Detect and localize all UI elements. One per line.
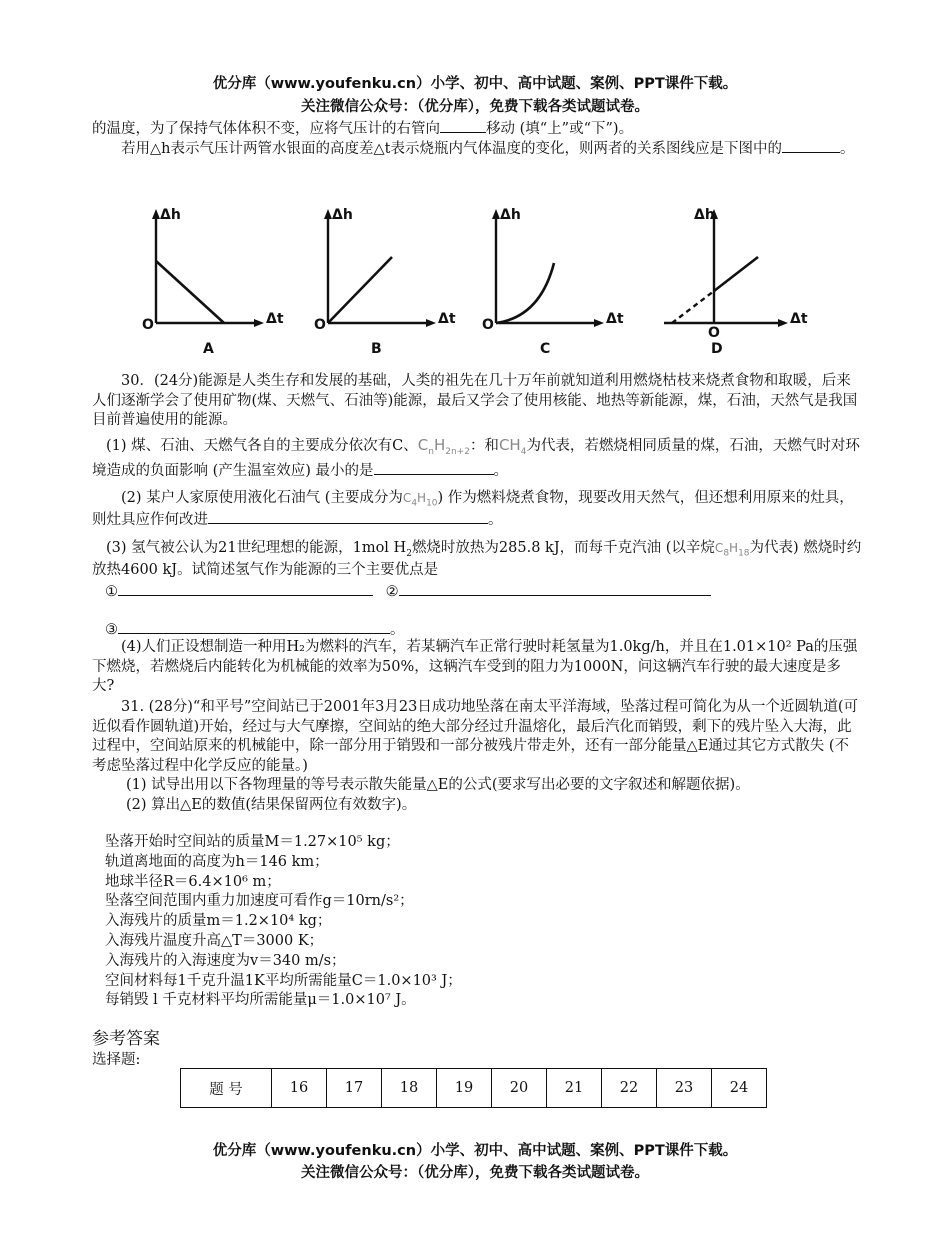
graph-c — [480, 205, 624, 339]
graph-c-origin: O — [482, 317, 494, 333]
graph-a-label: A — [203, 341, 214, 357]
q30-blank-2 — [208, 509, 488, 524]
graph-a-origin: O — [142, 317, 154, 333]
q29-line-2 — [92, 138, 862, 160]
q30-answer-line-1 — [105, 581, 875, 603]
q30-p2-text-a: (2) 某户人家原使用液化石油气 (主要成分为 — [121, 490, 403, 506]
graph-b-svg — [312, 205, 452, 335]
footer-line-2: 关注微信公众号：（优分库），免费下载各类试题试卷。 — [301, 1165, 649, 1181]
header-line-2: 关注微信公众号：（优分库），免费下载各类试题试卷。 — [301, 99, 649, 115]
q29-end: 。 — [839, 141, 855, 157]
formula-cnh2n2: $C_nH_{2n+2}$ — [417, 436, 470, 457]
answers-subtitle: 选择题: — [92, 1052, 141, 1068]
graph-d — [664, 205, 808, 341]
answer-table — [180, 1068, 767, 1108]
graph-d-y-label: Δh — [694, 207, 715, 223]
q30-p1-text-a: (1) 煤、石油、天燃气各自的主要成分依次有C、 — [106, 438, 418, 454]
q29-text-b: 移动 (填“上”或“下”)。 — [486, 121, 634, 137]
q30-circle-2: ② — [385, 584, 399, 600]
q30-circle-end: 。 — [390, 622, 405, 638]
graph-a-svg — [140, 205, 280, 335]
answer-number: 19 — [437, 1069, 492, 1108]
q30-intro: 30．(24分)能源是人类生存和发展的基础，人类的祖先在几十万年前就知道利用燃烧枯枝来烧煮食物和取暖，后来人们逐渐学会了使用矿物(煤、天燃气、石油等)能源，最后又学会了使用核能、地热等新能源，煤，石油，天然气是我国目前普遍使用的能源。 — [92, 373, 858, 428]
answer-number: 23 — [657, 1069, 712, 1108]
q30-blank-a — [118, 581, 373, 596]
data-item-fragment-mass: 入海残片的质量m＝1.2×10⁴ kg； — [105, 913, 332, 930]
data-item-heat-capacity: 空间材料每1千克升温1K平均所需能量C＝1.0×10³ J； — [105, 972, 462, 989]
data-item-gravity: 坠落空间范围内重力加速度可看作g＝10rn/s²； — [105, 893, 414, 910]
data-item-height: 轨道离地面的高度为h＝146 km； — [105, 853, 329, 870]
answer-number: 22 — [602, 1069, 657, 1108]
graph-b-x-label: Δt — [438, 311, 456, 327]
q30-p1-end: 。 — [493, 463, 509, 479]
q31-data-list — [105, 833, 462, 1011]
formula-ch4: $CH_4$ — [498, 436, 527, 457]
formula-c8h18: $C_8H_{18}$ — [714, 541, 750, 559]
q30-circle-1: ① — [105, 584, 118, 600]
graph-a-x-label: Δt — [266, 311, 284, 327]
q29-text-a: 的温度，为了保持气体体积不变，应将气压计的右管向 — [92, 121, 440, 137]
q30-part-1 — [92, 433, 862, 484]
answer-number: 20 — [492, 1069, 547, 1108]
q30-part-3: (3) 氢气被公认为21世纪理想的能源，1mol $H_2$燃烧时放热为285.8 kJ，而每千克汽油 (以辛烷$C_8H_{18}$为代表) 燃烧时约放热4600 kJ。试简述氢气作为能源的三个主要优点是 — [92, 540, 862, 578]
answers-title: 参考答案 — [92, 1029, 160, 1049]
q30-p3-text-c: 为代表) 燃烧时约放热4600 kJ。试简述氢气作为能源的三个主要优点是 — [92, 540, 862, 578]
graph-a — [140, 205, 284, 339]
footer-line-1: 优分库（www.youfenku.cn）小学、初中、高中试题、案例、PPT课件下载。 — [212, 1143, 738, 1159]
q30-blank-c — [118, 619, 390, 634]
q29-blank-2 — [782, 138, 840, 153]
q30-circle-3: ③ — [105, 622, 118, 638]
formula-c4h10: $C_4H_{10}$ — [402, 491, 438, 509]
answer-table-header-row — [181, 1069, 767, 1108]
graph-a-y-label: Δh — [160, 207, 181, 223]
graph-b-y-label: Δh — [332, 207, 353, 223]
q29-blank-1 — [440, 118, 486, 133]
graph-b — [312, 205, 456, 339]
graph-d-label: D — [711, 341, 723, 357]
answer-number: 18 — [382, 1069, 437, 1108]
graph-c-svg — [480, 205, 620, 335]
data-item-destroy-energy: 每销毁 l 千克材料平均所需能量μ＝1.0×10⁷ J。 — [105, 992, 416, 1009]
q29-question: 若用△h表示气压计两管水银面的高度差△t表示烧瓶内气体温度的变化，则两者的关系图线应是下图中的 — [121, 141, 782, 157]
graph-b-label: B — [371, 341, 382, 357]
q30-p3-text-a: (3) 氢气被公认为21世纪理想的能源，1mol H — [106, 540, 407, 556]
q30-blank-b — [399, 581, 711, 596]
answer-number: 21 — [547, 1069, 602, 1108]
q31-intro: 31. (28分)“和平号”空间站已于2001年3月23日成功地坠落在南太平洋海域，坠落过程可简化为从一个近圆轨道(可近似看作圆轨道)开始，经过与大气摩擦，空间站的绝大部分经过升温熔化，最后汽化而销毁，剩下的残片坠入大海，此过程中，空间站原来的机械能中，除一部分用于销毁和一部分被残片带走外，还有一部分能量△E通过其它方式散失 (不考虑坠落过程中化学反应的能量。) — [92, 699, 858, 774]
q30-p2-text-b: ) 作为燃料烧煮食物，现要改用天然气，但还想利用原来的灶具，则灶具应作何改进 — [92, 490, 854, 528]
q29-line-1 — [92, 118, 862, 140]
q30-p1-text-b: ：和 — [469, 438, 499, 454]
graph-c-y-label: Δh — [500, 207, 521, 223]
graph-d-origin: O — [708, 325, 720, 341]
graph-c-label: C — [540, 341, 551, 357]
graph-d-svg — [664, 205, 804, 335]
data-item-velocity: 入海残片的入海速度为v＝340 m/s； — [105, 952, 346, 969]
q30-blank-1 — [374, 460, 494, 475]
header-line-1: 优分库（www.youfenku.cn）小学、初中、高中试题、案例、PPT课件下载。 — [212, 76, 738, 92]
data-item-mass: 坠落开始时空间站的质量M＝1.27×10⁵ kg； — [105, 834, 400, 850]
graph-c-x-label: Δt — [606, 311, 624, 327]
graph-d-x-label: Δt — [790, 311, 808, 327]
q30-part-2 — [92, 487, 862, 531]
q30-p2-end: 。 — [488, 512, 503, 528]
answer-number: 17 — [327, 1069, 382, 1108]
q30-p1-text-c: 为代表，若燃烧相同质量的煤，石油，天燃气时对环境造成的负面影响 (产生温室效应) 最小的是 — [92, 438, 860, 479]
q31-subq-1: (1) 试导出用以下各物理量的等号表示散失能量△E的公式(要求写出必要的文字叙述和解题依据)。 — [126, 777, 750, 793]
q30-part-4: (4)人们正设想制造一种用H₂为燃料的汽车，若某辆汽车正常行驶时耗氢量为1.0kg/h，并且在1.01×10² Pa的压强下燃烧，若燃烧后内能转化为机械能的效率为50%，这辆汽车受到的阻力为1000N，问这辆汽车行驶的最大速度是多大? — [92, 639, 858, 694]
answer-number: 16 — [272, 1069, 327, 1108]
graph-b-origin: O — [314, 317, 326, 333]
data-item-temperature: 入海残片温度升高△T＝3000 K； — [105, 932, 324, 949]
data-item-radius: 地球半径R＝6.4×10⁶ m； — [105, 873, 281, 890]
answer-table-label: 题 号 — [181, 1069, 272, 1108]
q30-p3-text-b: 燃烧时放热为285.8 kJ，而每千克汽油 (以辛烷 — [411, 540, 715, 556]
q31-subq-2: (2) 算出△E的数值(结果保留两位有效数字)。 — [126, 797, 417, 813]
answer-number: 24 — [712, 1069, 767, 1108]
